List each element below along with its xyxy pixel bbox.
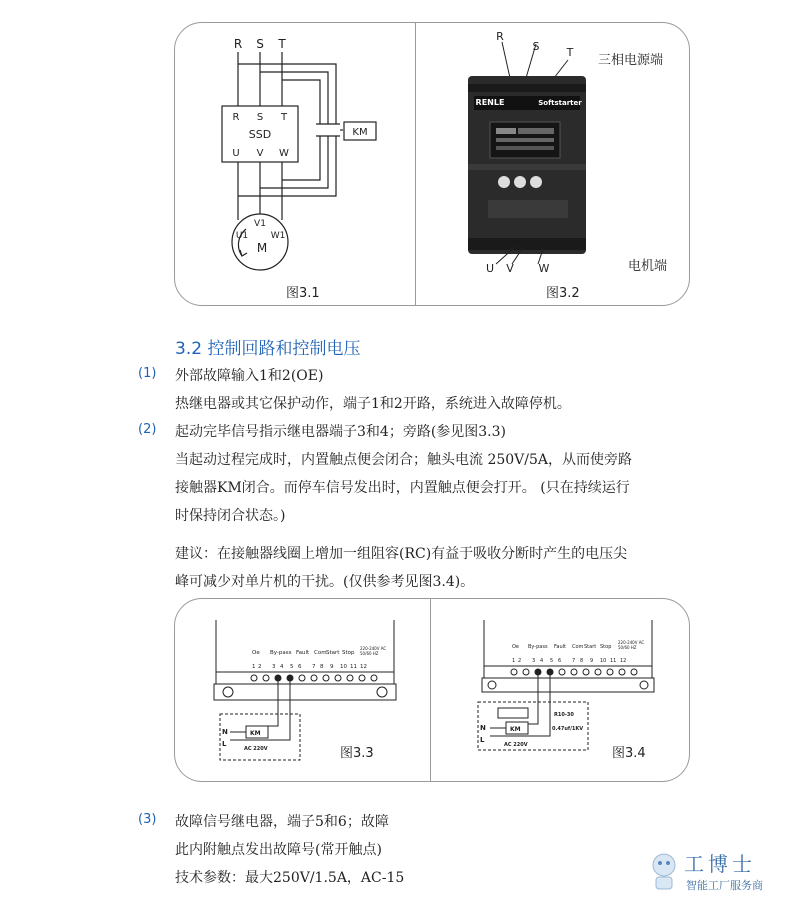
rc-label: R10-30 — [554, 712, 574, 718]
neutral-label: N — [222, 728, 228, 736]
figure-3-2-device — [418, 24, 686, 294]
terminal-number: 10 — [340, 664, 347, 670]
terminal-number: 8 — [320, 664, 324, 670]
terminal-number: 9 — [590, 658, 594, 664]
item-number: (2) — [138, 422, 157, 437]
group-label: By-pass — [270, 650, 292, 656]
terminal-s-label: S — [532, 40, 540, 53]
group-label: By-pass — [528, 644, 548, 650]
neutral-label: N — [480, 724, 486, 732]
group-label: Fault — [296, 650, 310, 656]
item-2-line: 当起动过程完成时，内置触点便会闭合；触头电流 250V/5A，从而使旁路 — [175, 452, 633, 468]
power-note: 220-240V AC — [360, 646, 387, 651]
item-2-line: 时保持闭合状态。) — [175, 508, 286, 524]
advice-line: 峰可减少对单片机的干扰。(仅供参考见图3.4)。 — [175, 574, 475, 590]
terminal-number: 6 — [558, 658, 562, 664]
advice-line: 建议：在接触器线圈上增加一组阻容(RC)有益于吸收分断时产生的电压尖 — [175, 546, 628, 562]
brand-label: RENLE — [475, 98, 505, 107]
ac-label: AC 220V — [504, 742, 528, 748]
line-label: L — [480, 736, 485, 744]
terminal-t-label: T — [566, 46, 574, 59]
product-label: Softstarter — [538, 99, 582, 107]
terminal-number: 10 — [600, 658, 607, 664]
section-title: 3.2 控制回路和控制电压 — [175, 339, 361, 359]
terminal-number: 5 — [290, 664, 294, 670]
terminal-number: 5 — [550, 658, 554, 664]
power-note: 220-240V AC — [618, 640, 645, 645]
ssd-bottom-label: W — [279, 148, 289, 159]
km-label: KM — [250, 730, 261, 737]
output-u-label: U — [485, 262, 495, 275]
figure-panel-divider — [415, 22, 416, 306]
ssd-bottom-label: V — [256, 148, 264, 159]
terminal-number: 7 — [312, 664, 316, 670]
terminal-number: 6 — [298, 664, 302, 670]
group-label: Start — [326, 650, 340, 656]
group-label: Com — [314, 650, 327, 656]
item-3-line: 技术参数：最大250V/1.5A，AC-15 — [175, 870, 405, 886]
supply-terminal-label: 三相电源端 — [598, 53, 664, 68]
item-3-line: 此内附触点发出故障号(常开触点) — [175, 842, 382, 858]
figure-3-2-caption: 图3.2 — [546, 286, 580, 301]
terminal-number: 2 — [518, 658, 522, 664]
terminal-number: 2 — [258, 664, 262, 670]
figure-3-4-caption: 图3.4 — [612, 746, 646, 761]
logo-subtitle: 智能工厂服务商 — [686, 879, 763, 892]
ssd-top-label: R — [232, 112, 240, 123]
power-note: 50/60 HZ — [360, 651, 379, 656]
figure-3-1-diagram — [176, 24, 414, 294]
ac-label: AC 220V — [244, 746, 268, 752]
logo — [650, 845, 780, 895]
group-label: Start — [584, 644, 597, 650]
motor-v1-label: V1 — [254, 219, 266, 229]
motor-u1-label: U1 — [235, 231, 249, 241]
robot-logo-icon — [650, 845, 780, 895]
terminal-number: 11 — [350, 664, 357, 670]
group-label: Oe — [512, 644, 520, 650]
item-2-line: 起动完毕信号指示继电器端子3和4；旁路(参见图3.3) — [175, 424, 507, 440]
group-label: Stop — [342, 650, 355, 656]
power-note: 50/60 HZ — [618, 645, 637, 650]
item-1-line: 外部故障输入1和2(OE) — [175, 368, 324, 384]
fig31-top-label: T — [278, 37, 286, 51]
terminal-r-label: R — [496, 30, 504, 43]
output-w-label: W — [538, 262, 550, 275]
terminal-number: 12 — [360, 664, 367, 670]
motor-w1-label: W1 — [270, 231, 286, 241]
terminal-number: 8 — [580, 658, 584, 664]
item-number: (3) — [138, 812, 157, 827]
figure-panel-divider — [430, 598, 431, 782]
terminal-number: 1 — [252, 664, 256, 670]
km-label: KM — [510, 726, 521, 733]
figure-3-1-caption: 图3.1 — [286, 286, 320, 301]
fig31-top-label: R — [233, 37, 243, 51]
fig31-top-label: S — [256, 37, 264, 51]
group-label: Fault — [554, 644, 566, 650]
output-v-label: V — [506, 262, 514, 275]
terminal-number: 4 — [540, 658, 544, 664]
group-label: Oe — [252, 650, 260, 656]
terminal-number: 1 — [512, 658, 516, 664]
terminal-number: 9 — [330, 664, 334, 670]
line-label: L — [222, 740, 227, 748]
motor-terminal-label: 电机端 — [628, 259, 668, 274]
terminal-number: 4 — [280, 664, 284, 670]
terminal-number: 12 — [620, 658, 627, 664]
ssd-bottom-label: U — [232, 148, 240, 159]
terminal-number: 7 — [572, 658, 576, 664]
figure-3-3-caption: 图3.3 — [340, 746, 374, 761]
item-2-line: 接触器KM闭合。而停车信号发出时，内置触点便会打开。 (只在持续运行 — [175, 480, 630, 496]
group-label: Com — [572, 644, 584, 650]
km-label: KM — [352, 127, 368, 138]
item-number: (1) — [138, 366, 157, 381]
item-3-line: 故障信号继电器，端子5和6；故障 — [175, 814, 389, 830]
capacitor-label: 0.47uf/1KV — [552, 726, 584, 732]
ssd-top-label: S — [256, 112, 264, 123]
motor-m-label: M — [256, 241, 268, 255]
logo-name: 工博士 — [684, 852, 756, 876]
group-label: Stop — [600, 644, 612, 650]
ssd-top-label: T — [280, 112, 288, 123]
ssd-name: SSD — [248, 128, 272, 141]
item-1-line: 热继电器或其它保护动作，端子1和2开路，系统进入故障停机。 — [175, 396, 571, 412]
terminal-number: 3 — [272, 664, 276, 670]
terminal-number: 11 — [610, 658, 617, 664]
terminal-number: 3 — [532, 658, 536, 664]
